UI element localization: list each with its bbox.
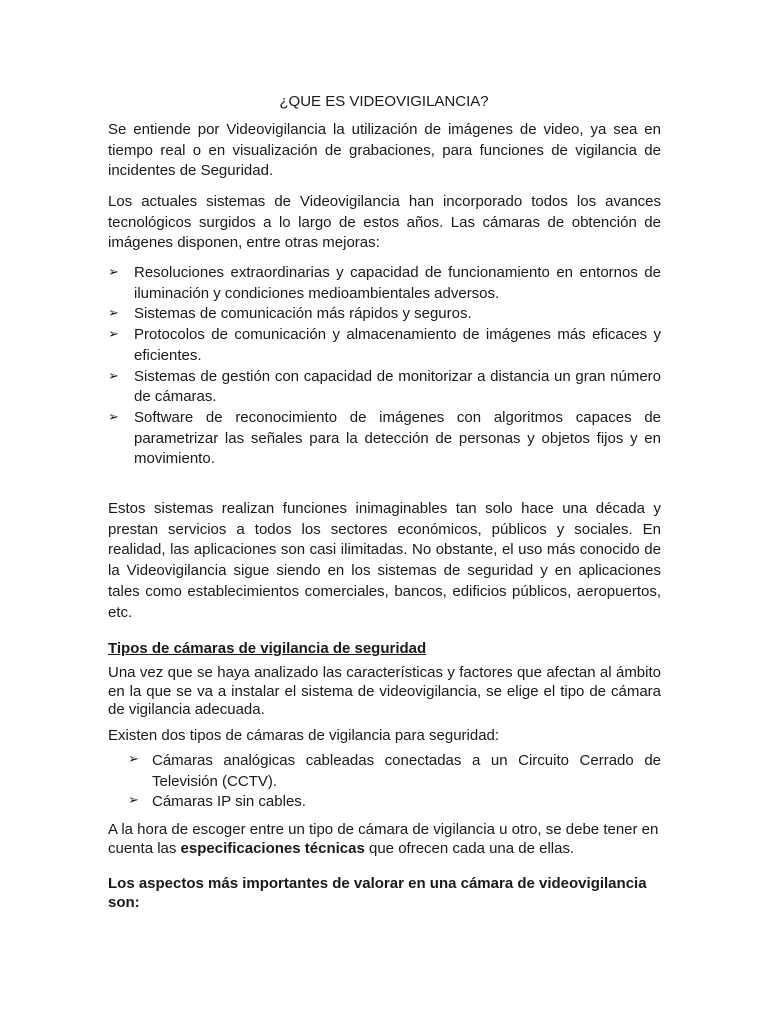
specifications-paragraph — [108, 821, 661, 858]
list-item-text: Sistemas de comunicación más rápidos y seguros. — [134, 305, 472, 323]
camera-types-intro: Existen dos tipos de cámaras de vigilancia para seguridad: — [108, 727, 500, 744]
arrow-bullet-icon: ➢ — [128, 793, 139, 809]
arrow-bullet-icon: ➢ — [108, 306, 119, 322]
arrow-bullet-icon: ➢ — [108, 265, 119, 280]
section-heading: Tipos de cámaras de vigilancia de seguridad — [108, 640, 427, 657]
improvements-list — [108, 263, 661, 470]
list-item — [108, 367, 661, 408]
list-item-text: Cámaras IP sin cables. — [152, 793, 306, 811]
list-item-text: Resoluciones extraordinarias y capacidad de funcionamiento en entornos de iluminación y condiciones medioambientales adversos. — [134, 264, 661, 302]
selection-paragraph: Una vez que se haya analizado las características y factores que afectan al ámbito en la que se va a instalar el sistema de videovigilancia, se elige el tipo de cámara de vigilancia adecuada. — [108, 664, 661, 718]
arrow-bullet-icon: ➢ — [108, 368, 119, 384]
intro-paragraph: Se entiende por Videovigilancia la utilización de imágenes de video, ya sea en tiempo real o en visualización de grabaciones, para funciones de vigilancia de incidentes de Seguridad. — [108, 121, 661, 180]
specifications-emphasis: especificaciones técnicas — [180, 839, 365, 857]
arrow-bullet-icon: ➢ — [128, 752, 139, 767]
page-title: ¿QUE ES VIDEOVIGILANCIA? — [279, 93, 489, 110]
aspects-heading: Los aspectos más importantes de valorar en una cámara de videovigilancia son: — [108, 875, 647, 911]
specifications-text-before: A la hora de escoger entre un tipo de cámara de vigilancia u otro, se debe tener en cuenta las — [108, 821, 659, 857]
list-item-text: Cámaras analógicas cableadas conectadas a un Circuito Cerrado de Televisión (CCTV). — [152, 752, 661, 790]
applications-paragraph: Estos sistemas realizan funciones inimaginables tan solo hace una década y prestan servicios a todos los sectores económicos, públicos y sociales. En realidad, las aplicaciones son casi ilimitadas. No obstante, el uso más conocido de la Videovigilancia sigue siendo en los sistemas de seguridad y en aplicaciones tales como establecimientos comerciales, bancos, edificios públicos, aeropuertos, etc. — [108, 500, 661, 621]
specifications-text-after: que ofrecen cada una de ellas. — [364, 839, 575, 857]
camera-types-list — [128, 751, 661, 813]
arrow-bullet-icon: ➢ — [108, 327, 119, 343]
advances-paragraph: Los actuales sistemas de Videovigilancia han incorporado todos los avances tecnológicos surgidos a lo largo de estos años. Las cámaras de obtención de imágenes disponen, entre otras mejoras: — [108, 193, 661, 252]
list-item-text: Protocolos de comunicación y almacenamiento de imágenes más eficaces y eficientes. — [134, 326, 661, 364]
list-item — [108, 263, 661, 304]
list-item — [108, 304, 661, 325]
list-item-text: Sistemas de gestión con capacidad de monitorizar a distancia un gran número de cámaras. — [134, 367, 661, 406]
list-item-text: Software de reconocimiento de imágenes con algoritmos capaces de parametrizar las señales para la detección de personas y objetos fijos y en movimiento. — [134, 408, 661, 468]
list-item — [108, 325, 661, 366]
arrow-bullet-icon: ➢ — [108, 409, 119, 425]
list-item — [128, 751, 661, 792]
list-item — [108, 408, 661, 470]
list-item — [128, 792, 661, 813]
